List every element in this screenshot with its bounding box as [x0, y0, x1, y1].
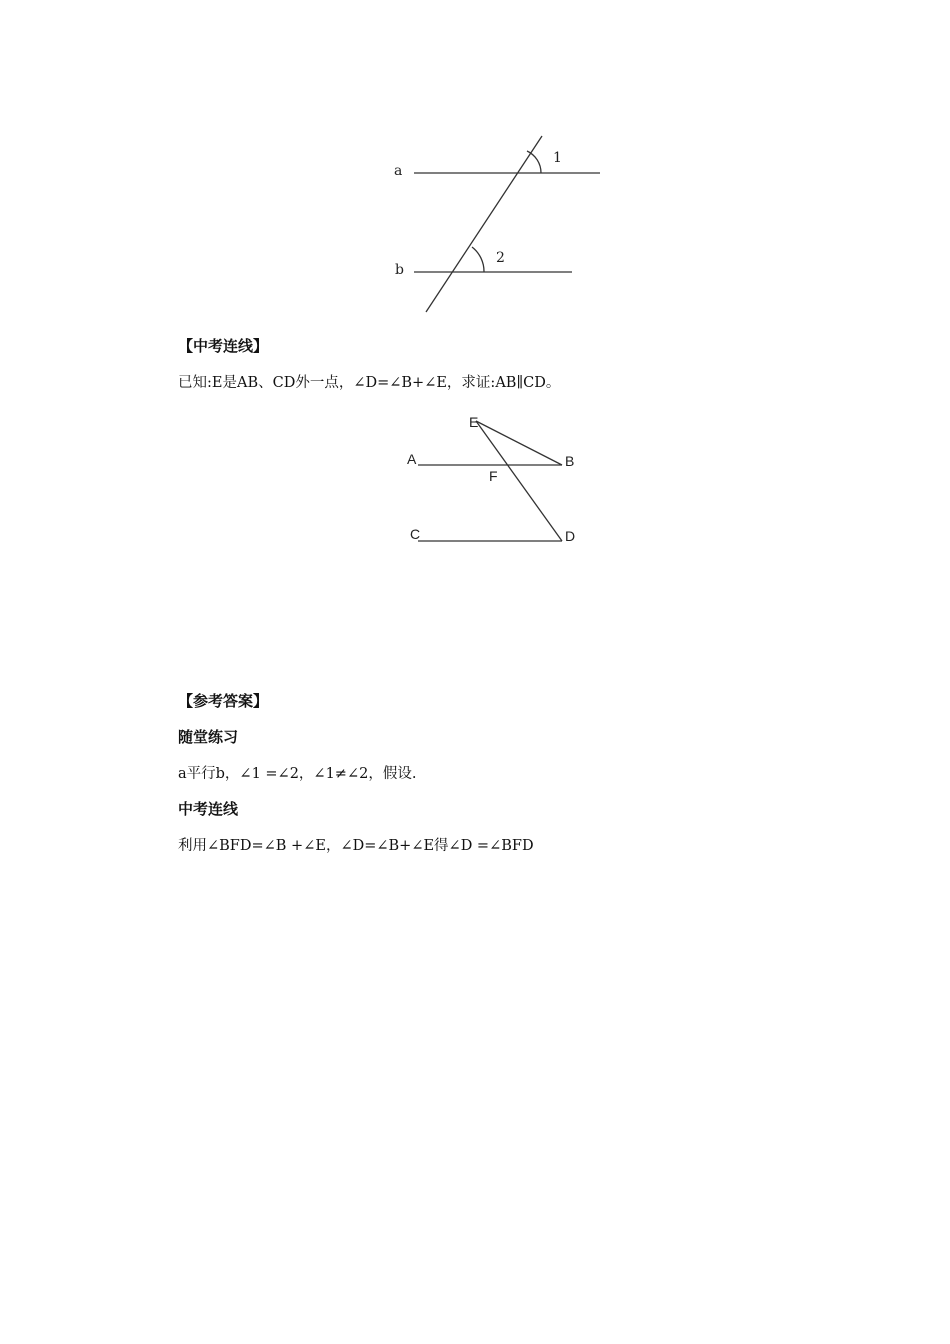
practice-heading: 随堂练习 — [178, 728, 239, 746]
label-F: F — [489, 468, 498, 484]
angle-1-arc — [527, 151, 541, 173]
label-B: B — [565, 453, 575, 469]
label-b: b — [395, 262, 404, 278]
exam-problem-text: 已知:E是AB、CD外一点，∠D=∠B+∠E，求证:AB∥CD。 — [178, 375, 561, 391]
parallel-lines-figure — [380, 130, 620, 320]
angle-2-arc — [472, 247, 484, 272]
exam-section-heading: 【中考连线】 — [178, 337, 269, 355]
label-a: a — [394, 163, 403, 179]
label-angle-2: 2 — [496, 250, 505, 266]
exam-answer-text: 利用∠BFD=∠B +∠E，∠D=∠B+∠E得∠D =∠BFD — [178, 838, 534, 854]
transversal-line — [426, 136, 542, 312]
segment-EB — [476, 421, 562, 465]
label-D: D — [565, 528, 576, 544]
exam-answer-heading: 中考连线 — [178, 800, 239, 818]
triangle-figure — [400, 410, 590, 560]
practice-answer-text: a平行b，∠1 =∠2，∠1≠∠2，假设. — [178, 766, 417, 782]
label-E: E — [469, 414, 479, 430]
label-C: C — [410, 526, 421, 542]
label-A: A — [407, 451, 417, 467]
answers-heading: 【参考答案】 — [178, 692, 269, 710]
label-angle-1: 1 — [553, 150, 562, 166]
